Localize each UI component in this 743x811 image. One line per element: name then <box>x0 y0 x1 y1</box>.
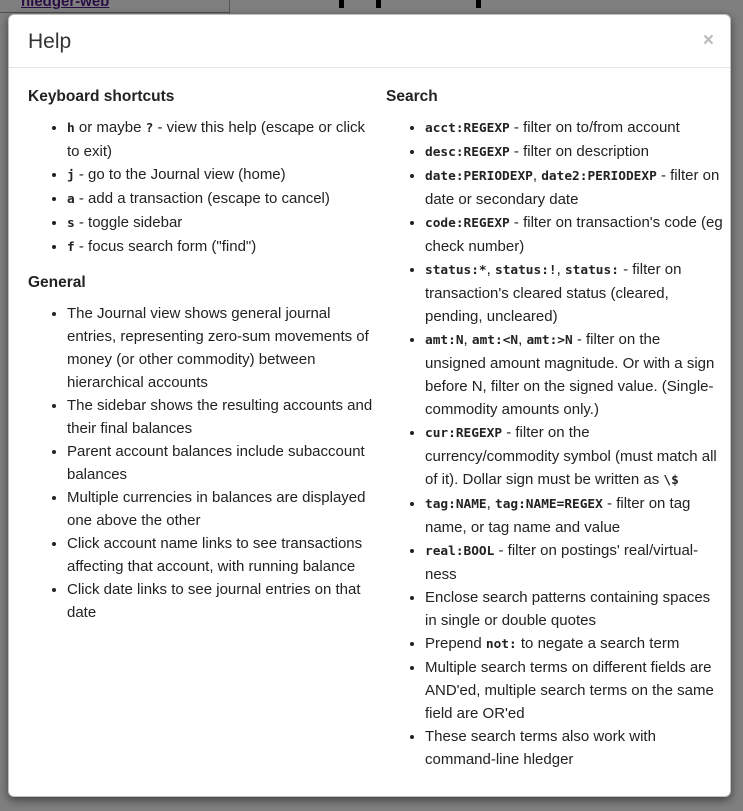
help-list-item: • cur:REGEXP - filter on the currency/commodity symbol (must match all of it). Dollar sign must be written as \$ <box>425 421 724 492</box>
code-token: date2:PERIODEXP <box>541 169 657 184</box>
code-token: status: <box>564 263 619 278</box>
code-token: cur:REGEXP <box>425 426 503 441</box>
code-token: f <box>67 240 75 255</box>
help-list-item: • Prepend not: to negate a search term <box>425 632 724 656</box>
modal-title: Help <box>28 30 72 53</box>
help-list-item: • These search terms also work with command-line hledger <box>425 725 724 771</box>
help-list-item: • desc:REGEXP - filter on description <box>425 140 724 164</box>
help-modal <box>8 14 731 797</box>
help-list-item: • Enclose search patterns containing spaces in single or double quotes <box>425 586 724 632</box>
code-token: acct:REGEXP <box>425 121 510 136</box>
code-token: code:REGEXP <box>425 216 510 231</box>
section-heading: Keyboard shortcuts <box>28 88 175 105</box>
help-list-item: • f - focus search form ("find") <box>67 235 373 259</box>
help-list-item: • amt:N, amt:<N, amt:>N - filter on the unsigned amount magnitude. Or with a sign before N, filter on the signed value. (Single-commodity amounts only.) <box>425 328 724 421</box>
help-list-item: • s - toggle sidebar <box>67 211 373 235</box>
code-token: j <box>67 168 75 183</box>
code-token: amt:<N <box>471 333 519 348</box>
code-token: a <box>67 192 75 207</box>
help-list-item: • Parent account balances include subaccount balances <box>67 440 373 486</box>
help-list-item: • acct:REGEXP - filter on to/from account <box>425 116 724 140</box>
modal-header <box>9 15 730 68</box>
help-column-left <box>28 73 386 638</box>
modal-body <box>9 68 730 797</box>
help-list-item: • Click date links to see journal entries on that date <box>67 578 373 624</box>
help-list-item: • real:BOOL - filter on postings' real/virtual-ness <box>425 539 724 586</box>
help-column-right <box>386 73 724 785</box>
help-list-item: • Multiple search terms on different fields are AND'ed, multiple search terms on the same field are OR'ed <box>425 656 724 725</box>
code-token: \$ <box>663 473 679 488</box>
code-token: h <box>67 121 75 136</box>
code-token: date:PERIODEXP <box>425 169 533 184</box>
help-list-item: • a - add a transaction (escape to cancel) <box>67 187 373 211</box>
help-list <box>386 116 724 771</box>
help-list-item: • The sidebar shows the resulting accounts and their final balances <box>67 394 373 440</box>
help-list-item: • The Journal view shows general journal entries, representing zero-sum movements of money (or other commodity) between hierarchical accounts <box>67 302 373 394</box>
help-list-item: • code:REGEXP - filter on transaction's code (eg check number) <box>425 211 724 258</box>
code-token: not: <box>485 637 517 652</box>
code-token: s <box>67 216 75 231</box>
code-token: tag:NAME=REGEX <box>494 497 603 512</box>
help-list-item: • date:PERIODEXP, date2:PERIODEXP - filter on date or secondary date <box>425 164 724 211</box>
help-list-item: • tag:NAME, tag:NAME=REGEX - filter on tag name, or tag name and value <box>425 492 724 539</box>
section-heading: General <box>28 274 86 291</box>
help-list-item: • h or maybe ? - view this help (escape or click to exit) <box>67 116 373 163</box>
help-list <box>28 116 373 259</box>
help-list-item: • Click account name links to see transactions affecting that account, with running balance <box>67 532 373 578</box>
help-list-item: • Multiple currencies in balances are displayed one above the other <box>67 486 373 532</box>
code-token: desc:REGEXP <box>425 145 510 160</box>
code-token: status:* <box>425 263 487 278</box>
code-token: real:BOOL <box>425 544 495 559</box>
close-icon[interactable]: × <box>702 30 714 51</box>
code-token: tag:NAME <box>425 497 487 512</box>
help-list-item: • status:*, status:!, status: - filter on transaction's cleared status (cleared, pending, uncleared) <box>425 258 724 328</box>
code-token: status:! <box>494 263 557 278</box>
help-list-item: • j - go to the Journal view (home) <box>67 163 373 187</box>
code-token: ? <box>145 121 154 136</box>
help-list <box>28 302 373 624</box>
code-token: amt:N <box>425 333 464 348</box>
code-token: amt:>N <box>526 333 573 348</box>
section-heading: Search <box>386 88 438 105</box>
